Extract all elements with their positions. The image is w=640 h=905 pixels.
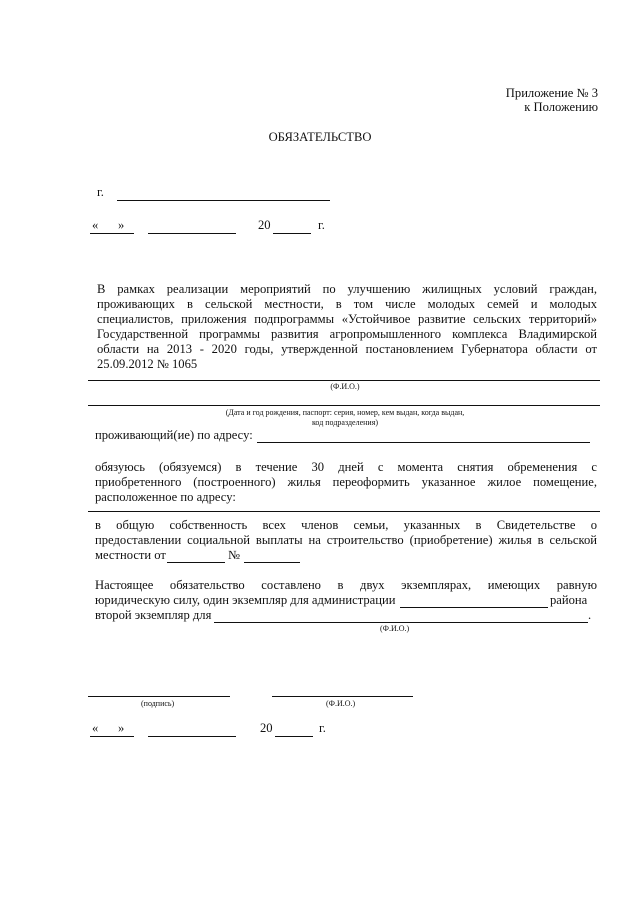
- recipient-fio-caption: (Ф.И.О.): [380, 624, 410, 633]
- signature-caption: (подпись): [141, 699, 175, 708]
- obligation-line: обязуюсь (обязуемся) в течение 30 дней с момента снятия обременения с: [95, 460, 597, 474]
- residing-label: проживающий(ие) по адресу:: [95, 428, 253, 442]
- certificate-date-field[interactable]: [167, 562, 225, 563]
- intro-line: специалистов, приложения подпрограммы «Устойчивое развитие сельских территорий»: [97, 312, 597, 326]
- copies-second-prefix: второй экземпляр для: [95, 608, 212, 622]
- signature-fio-caption: (Ф.И.О.): [326, 699, 356, 708]
- bottom-date-year-field[interactable]: [275, 736, 313, 737]
- bottom-date-quote-close: »: [118, 721, 125, 735]
- administration-field[interactable]: [400, 607, 548, 608]
- copies-admin-suffix: района: [550, 593, 588, 607]
- ownership-date-prefix: местности от: [95, 548, 166, 562]
- signature-field[interactable]: [88, 696, 230, 697]
- place-prefix: г.: [97, 185, 104, 199]
- passport-caption-2: код подразделения): [311, 418, 379, 427]
- bottom-date-year-suffix: г.: [319, 721, 326, 735]
- date-quote-open: «: [92, 218, 99, 232]
- signature-fio-field[interactable]: [272, 696, 413, 697]
- intro-line: области на 2013 - 2020 годы, утвержденной постановлением Губернатора области от: [97, 342, 597, 356]
- page-title: ОБЯЗАТЕЛЬСТВО: [268, 130, 372, 144]
- residing-address-field[interactable]: [257, 442, 590, 443]
- fio-field[interactable]: [88, 380, 600, 381]
- ownership-paragraph: [95, 518, 597, 548]
- date-year-suffix: г.: [318, 218, 325, 232]
- intro-line: В рамках реализации мероприятий по улучшению жилищных условий граждан,: [97, 282, 597, 296]
- copies-line: Настоящее обязательство составлено в двух экземплярах, имеющих равную: [95, 578, 597, 592]
- copies-paragraph: [95, 578, 597, 593]
- second-copy-recipient-field[interactable]: [214, 622, 588, 623]
- intro-line: проживающих в сельской местности, в том числе молодых семей и молодых: [97, 297, 597, 311]
- ownership-line: предоставлении социальной выплаты на строительство (приобретение) жилья в сельской: [95, 533, 597, 547]
- intro-line: 25.09.2012 № 1065: [97, 357, 198, 371]
- date-quote-close: »: [118, 218, 125, 232]
- bottom-date-day-field[interactable]: [90, 736, 134, 737]
- copies-end-period: .: [588, 608, 592, 622]
- obligation-line: приобретенного (построенного) жилья переоформить указанное жилое помещение,: [95, 475, 597, 489]
- certificate-number-field[interactable]: [244, 562, 300, 563]
- appendix-reference: к Положению: [524, 100, 598, 114]
- date-year-field[interactable]: [273, 233, 311, 234]
- date-month-field[interactable]: [148, 233, 236, 234]
- intro-paragraph: [97, 282, 597, 372]
- date-day-field[interactable]: [90, 233, 134, 234]
- bottom-date-year-prefix: 20: [260, 721, 273, 735]
- property-address-field[interactable]: [88, 511, 600, 512]
- obligation-line: расположенное по адресу:: [95, 490, 236, 504]
- bottom-date-month-field[interactable]: [148, 736, 236, 737]
- intro-line: Государственной программы развития агропромышленного комплекса Владимирской: [97, 327, 597, 341]
- obligation-paragraph: [95, 460, 597, 505]
- bottom-date-quote-open: «: [92, 721, 99, 735]
- ownership-line: в общую собственность всех членов семьи, указанных в Свидетельстве о: [95, 518, 597, 532]
- copies-admin-prefix: юридическую силу, один экземпляр для администрации: [95, 593, 396, 607]
- place-field[interactable]: [117, 200, 330, 201]
- passport-field[interactable]: [88, 405, 600, 406]
- appendix-number: Приложение № 3: [505, 86, 598, 100]
- passport-caption: (Дата и год рождения, паспорт: серия, номер, кем выдан, когда выдан,: [225, 408, 465, 417]
- fio-caption: (Ф.И.О.): [330, 382, 360, 391]
- date-year-prefix: 20: [258, 218, 271, 232]
- certificate-number-sign: №: [228, 548, 241, 562]
